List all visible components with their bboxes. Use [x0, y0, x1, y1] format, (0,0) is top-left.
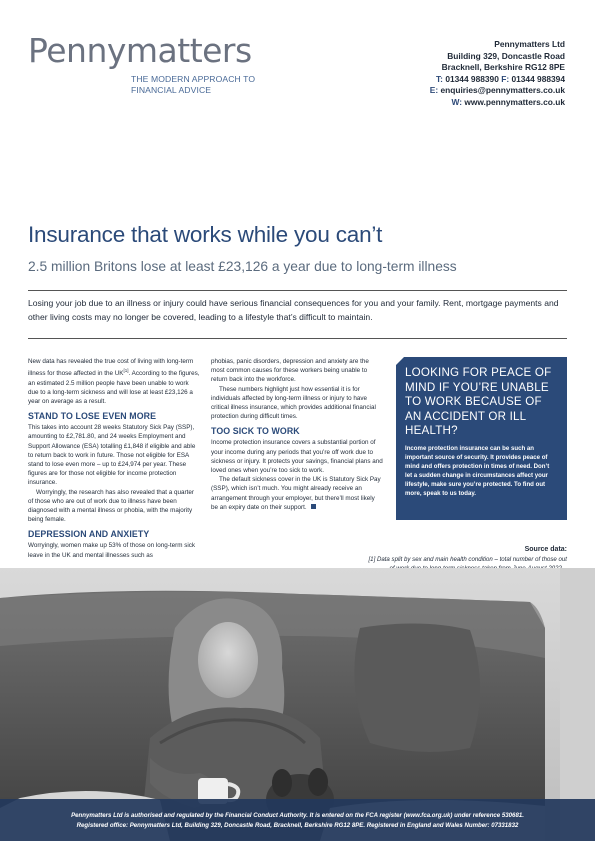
intro-text-b: . According to the figures, an estimated 2.5 million people have been unable to work due to a long-term sickness and will lose at least £23,126 a year on average as a result. — [28, 370, 200, 405]
company-logo: Pennymatters — [28, 31, 252, 70]
lead-paragraph: Losing your job due to an illness or injury could have serious financial consequences for you and your family. Rent, mortgage payments and other living costs may no longer be covered, leading to a lifestyle that’s difficult to maintain. — [28, 298, 559, 322]
tagline-line-1: THE MODERN APPROACH TO — [131, 74, 256, 84]
toosick-paragraph-1: Income protection insurance covers a substantial portion of your income during any periods that you’re off work due to sickness or injury. It protects your savings, financial plans and loved ones when you’re too sick to work. — [211, 439, 383, 475]
stand-paragraph-1: This takes into account 28 weeks Statutory Sick Pay (SSP), amounting to £2,781.80, and 24 weeks Employment and Support Allowance (ESA) totalling £1,848 if eligible and able to return back to work in future. Those not eligible for ESA stand to lose even more – up to £24,974 per year. These figures are for those not eligible for income protection insurance. — [28, 424, 196, 487]
phone-number: 01344 988390 — [445, 73, 499, 84]
article-subtitle: 2.5 million Britons lose at least £23,126 a year due to long-term illness — [28, 259, 457, 274]
callout-box — [396, 357, 567, 520]
end-mark-icon — [311, 504, 316, 509]
intro-text-a: New data has revealed the true cost of living with long-term illness for those affected in the UK — [28, 358, 194, 378]
logo-tagline — [131, 74, 255, 96]
regulatory-footer — [0, 799, 595, 841]
heading-too-sick: TOO SICK TO WORK — [211, 426, 300, 437]
address-line-2: Bracknell, Berkshire RG12 8PE — [441, 62, 565, 73]
source-label: Source data: — [524, 546, 567, 553]
heading-stand-to-lose: STAND TO LOSE EVEN MORE — [28, 411, 157, 422]
web-label: W: — [451, 96, 462, 107]
column-1 — [28, 357, 200, 560]
toosick-paragraph-2 — [211, 475, 383, 512]
depression-paragraph: Worryingly, women make up 53% of those on long-term sick leave in the UK and mental illnesses such as — [28, 542, 196, 559]
email-line — [430, 85, 565, 97]
column-2 — [211, 357, 383, 512]
email-link[interactable]: enquiries@pennymatters.co.uk — [440, 85, 565, 96]
footer-line-1: Pennymatters Ltd is authorised and regulated by the Financial Conduct Authority. It is entered on the FCA register (www.fca.org.uk) under reference 530681. — [71, 812, 524, 819]
web-link[interactable]: www.pennymatters.co.uk — [464, 96, 565, 107]
divider-bottom — [28, 338, 567, 339]
footer-line-2: Registered office: Pennymatters Ltd, Building 329, Doncastle Road, Bracknell, Berkshire RG12 8PE. Registered in England and Wales Number: 07331832 — [76, 821, 519, 829]
article-title: Insurance that works while you can’t — [28, 222, 383, 247]
email-label: E: — [429, 85, 439, 96]
contact-block — [430, 39, 565, 109]
source-text: [1] Data split by sex and main health condition – total number of those out — [368, 555, 567, 563]
address-line-1: Building 329, Doncastle Road — [447, 50, 565, 61]
fax-number: 01344 988394 — [511, 73, 565, 84]
intro-paragraph — [28, 357, 200, 406]
phone-fax-line — [430, 74, 565, 86]
stand-paragraph-2: Worryingly, the research has also revealed that a quarter of those who are out of work due to illness have been diagnosed with a mental illness or phobia, with the majority being female. — [28, 488, 194, 524]
callout-body: Income protection insurance can be such an important source of security. It provides peace of mind and offers protection in times of need. Don’t let a sudden change in circumstances affect your lifestyle, make sure you’re protected. To find out more, speak to us today. — [405, 444, 550, 497]
heading-depression: DEPRESSION AND ANXIETY — [28, 529, 150, 540]
tagline-line-2: FINANCIAL ADVICE — [131, 85, 212, 95]
toosick-text-2: The default sickness cover in the UK is Statutory Sick Pay (SSP), which isn’t much. You might already receive an arrangement through your employer, but there’ll most likely be an expiry date on their support. — [211, 476, 381, 511]
col2-paragraph-1: phobias, panic disorders, depression and anxiety are the most common causes for these workers being unable to return back into the workforce. — [211, 358, 369, 384]
divider-top — [28, 290, 567, 291]
phone-label: T: — [436, 73, 443, 84]
callout-heading: LOOKING FOR PEACE OF MIND IF YOU’RE UNABLE TO WORK BECAUSE OF AN ACCIDENT OR ILL HEALTH? — [405, 366, 552, 438]
company-name: Pennymatters Ltd — [494, 39, 565, 49]
footnote-ref: [1] — [123, 368, 129, 374]
fax-label: F: — [501, 73, 510, 84]
corner-notch — [396, 357, 404, 365]
col2-paragraph-2: These numbers highlight just how essential it is for individuals affected by long-term illness or injury to have critical illness insurance, which provides additional financial protection during difficult times. — [211, 385, 376, 421]
web-line — [430, 97, 565, 109]
